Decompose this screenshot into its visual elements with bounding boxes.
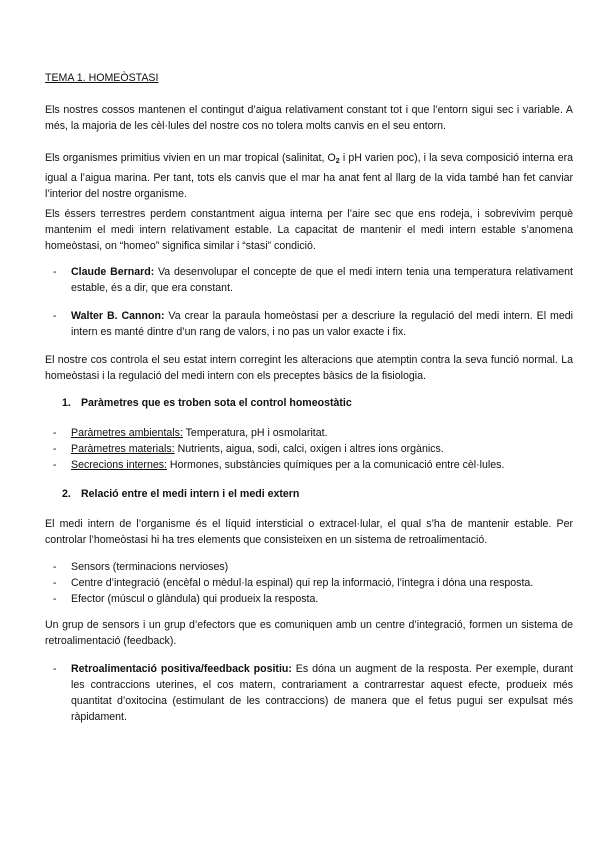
- list-item-claude-bernard: [45, 264, 573, 296]
- feedback-name: Retroalimentació positiva/feedback positiu:: [71, 663, 292, 675]
- list-dash: -: [53, 459, 57, 471]
- list-item-param-secretions: [45, 457, 573, 473]
- paragraph-feedback-system: Un grup de sensors i un grup d’efectors que es comuniquen amb un centre d’integració, formen un sistema de retroalimentació (feedback).: [45, 619, 573, 647]
- paragraph-internal-medium: El medi intern de l’organisme és el líquid intersticial o extracel·lular, el qual s’ha de mantenir estable. Per controlar l’homeòstasi hi ha tres elements que consisteixen en un sistema de retroalimentació.: [45, 518, 573, 546]
- section-title: Paràmetres que es troben sota el control homeostàtic: [80, 397, 352, 409]
- section-number: 1.: [62, 397, 71, 409]
- paragraph-homeostasis-definition: Els éssers terrestres perdem constantment aigua interna per l’aire sec que ens rodeja, i sobrevivim perquè mantenim el medi intern relativament estable. La capacitat de mantenir el medi intern estable s’anomena homeòstasi, on “homeo” significa similar i “stasi” condició.: [45, 208, 573, 252]
- page-title: TEMA 1. HOMEÒSTASI: [45, 72, 159, 84]
- list-dash: -: [53, 577, 57, 589]
- element-text: Centre d’integració (encèfal o mèdul·la espinal) qui rep la informació, l’integra i dóna una resposta.: [71, 577, 534, 589]
- list-dash: -: [53, 310, 57, 322]
- list-dash: -: [53, 593, 57, 605]
- param-text: Temperatura, pH i osmolaritat.: [182, 427, 328, 439]
- param-label: Secrecions internes:: [71, 459, 167, 471]
- paragraph-primitive-text-a: Els organismes primitius vivien en un mar tropical (salinitat, O: [45, 152, 336, 164]
- param-label: Paràmetres ambientals:: [71, 427, 183, 439]
- paragraph-intro: Els nostres cossos mantenen el contingut d’aigua relativament constant tot i que l’entorn sigui sec i variable. A més, la majoria de les cèl·lules del nostre cos no tolera molts canvis en el seu entorn.: [45, 104, 573, 132]
- param-label: Paràmetres materials:: [71, 443, 175, 455]
- section-heading-1: [62, 395, 352, 411]
- list-item-param-material: [45, 441, 573, 457]
- list-dash: -: [53, 266, 57, 278]
- list-item-positive-feedback: [45, 661, 573, 725]
- paragraph-primitive-organisms: [45, 150, 573, 202]
- list-item-effector: [45, 591, 573, 607]
- paragraph-primitive-text-b: i pH varien poc), i la seva composició interna era igual a l’aigua marina. Per tant, tots els canvis que el mar ha anat fent al llarg de la vida també han fet canviar l’interior del nostre organisme.: [45, 152, 574, 200]
- element-text: Sensors (terminacions nervioses): [71, 561, 229, 573]
- param-text: Nutrients, aigua, sodi, calci, oxigen i altres ions orgànics.: [174, 443, 444, 455]
- element-text: Efector (múscul o glàndula) qui produeix la resposta.: [71, 593, 319, 605]
- list-item-sensors: [45, 559, 573, 575]
- section-title: Relació entre el medi intern i el medi extern: [80, 488, 300, 500]
- paragraph-internal-control: El nostre cos controla el seu estat intern corregint les alteracions que atemptin contra la seva funció normal. La homeòstasi i la regulació del medi intern con els preceptes bàsics de la fisiologia.: [45, 354, 573, 382]
- person-name: Claude Bernard:: [71, 266, 155, 278]
- feedback-description: Es dóna un augment de la resposta. Per exemple, durant les contraccions uterines, el cos matern, contrariament a contrarrestar aquest efecte, produeix més quantitat d’oxitocina (estimulant de les contraccions) de manera que el fetus pugui ser expulsat més ràpidament.: [71, 663, 573, 723]
- list-item-walter-cannon: [45, 308, 573, 340]
- param-text: Hormones, substàncies químiques per a la comunicació entre cèl·lules.: [166, 459, 505, 471]
- section-number: 2.: [62, 488, 71, 500]
- list-dash: -: [53, 663, 57, 675]
- section-heading-2: [62, 486, 299, 502]
- person-description: Va crear la paraula homeòstasi per a descriure la regulació del medi intern. El medi intern es manté dintre d’un rang de valors, i no pas un valor exacte i fix.: [71, 310, 573, 338]
- list-dash: -: [53, 443, 57, 455]
- oxygen-subscript: 2: [335, 158, 340, 165]
- list-dash: -: [53, 427, 57, 439]
- list-item-integration-center: [45, 575, 573, 591]
- person-description: Va desenvolupar el concepte de que el medi intern tenia una temperatura relativament estable, és a dir, que era constant.: [71, 266, 573, 294]
- list-dash: -: [53, 561, 57, 573]
- person-name: Walter B. Cannon:: [71, 310, 165, 322]
- list-item-param-ambient: [45, 425, 573, 441]
